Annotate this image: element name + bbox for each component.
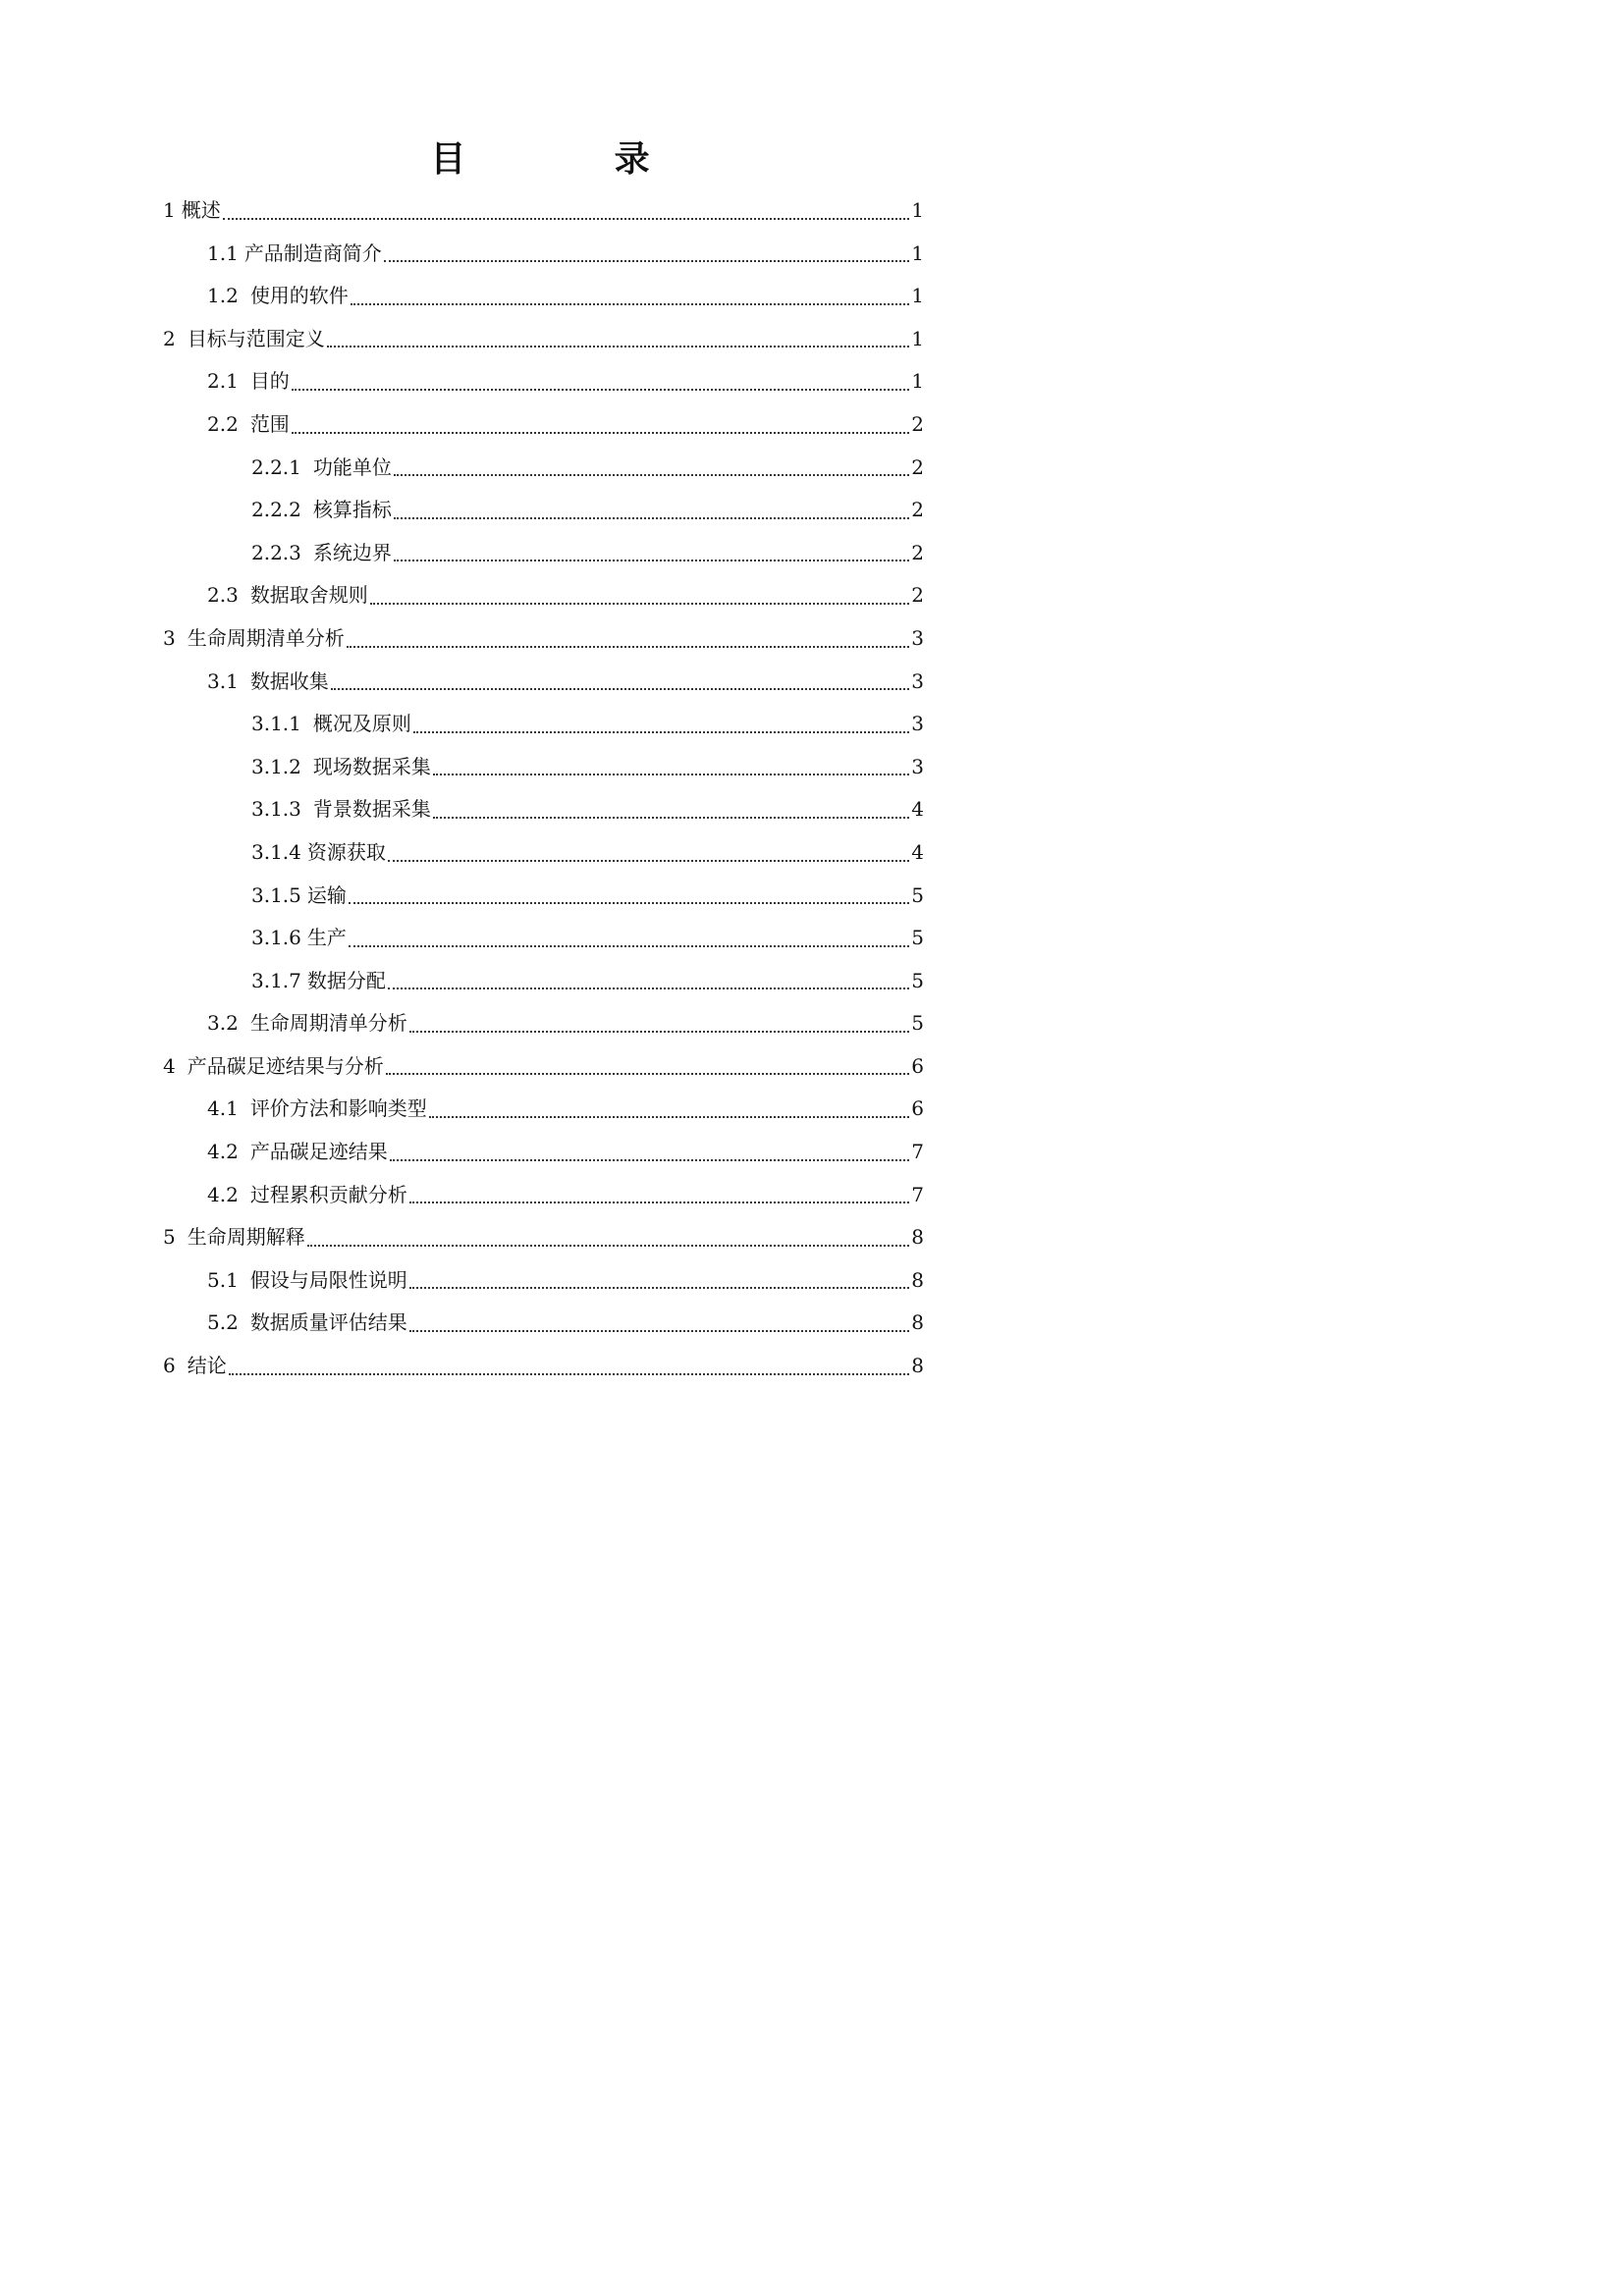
toc-entry-page-number: 7 bbox=[911, 1182, 924, 1206]
toc-entry-label: 过程累积贡献分析 bbox=[249, 1182, 407, 1206]
toc-entry-label: 结论 bbox=[187, 1354, 227, 1378]
toc-entry[interactable] bbox=[163, 189, 924, 233]
toc-dot-leader bbox=[384, 259, 909, 262]
toc-entry-page-number: 6 bbox=[911, 1053, 924, 1078]
toc-list bbox=[163, 189, 924, 1388]
toc-entry-page-number: 5 bbox=[911, 1011, 924, 1036]
toc-entry-number: 3.2 bbox=[207, 1011, 239, 1036]
toc-entry[interactable] bbox=[163, 831, 924, 875]
toc-entry-number: 4.2 bbox=[207, 1182, 239, 1206]
toc-entry-number: 3.1.2 bbox=[251, 754, 301, 778]
toc-dot-leader bbox=[292, 431, 909, 434]
toc-entry-number: 3.1 bbox=[207, 668, 239, 693]
toc-entry-page-number: 3 bbox=[911, 712, 924, 736]
toc-entry-page-number: 5 bbox=[911, 926, 924, 950]
toc-entry-page-number: 4 bbox=[911, 839, 924, 864]
toc-dot-leader bbox=[388, 859, 909, 862]
toc-entry[interactable] bbox=[163, 1088, 924, 1131]
toc-dot-leader bbox=[223, 217, 910, 220]
toc-dot-leader bbox=[394, 559, 909, 561]
toc-entry-page-number: 5 bbox=[911, 882, 924, 907]
toc-entry-page-number: 8 bbox=[911, 1225, 924, 1250]
toc-entry[interactable] bbox=[163, 1345, 924, 1388]
toc-entry-label: 现场数据采集 bbox=[312, 754, 431, 778]
toc-entry-label: 目的 bbox=[249, 369, 290, 394]
toc-entry-label: 数据质量评估结果 bbox=[249, 1310, 407, 1335]
toc-entry-number: 3 bbox=[163, 625, 176, 650]
toc-entry[interactable] bbox=[163, 1259, 924, 1303]
toc-page bbox=[0, 0, 1080, 1527]
toc-entry-number: 3.1.3 bbox=[251, 797, 301, 822]
toc-entry-label: 生命周期清单分析 bbox=[249, 1011, 407, 1036]
toc-dot-leader bbox=[292, 388, 909, 391]
toc-entry[interactable] bbox=[163, 661, 924, 704]
toc-entry-page-number: 1 bbox=[911, 284, 924, 308]
toc-entry-label: 评价方法和影响类型 bbox=[249, 1096, 427, 1121]
toc-entry-page-number: 3 bbox=[911, 668, 924, 693]
toc-dot-leader bbox=[394, 473, 909, 476]
toc-dot-leader bbox=[349, 901, 909, 904]
toc-entry-number: 1.2 bbox=[207, 284, 239, 308]
toc-dot-leader bbox=[429, 1115, 909, 1118]
toc-dot-leader bbox=[394, 516, 909, 519]
toc-entry-number: 2.2.1 bbox=[251, 454, 301, 479]
toc-entry-number: 6 bbox=[163, 1354, 176, 1378]
toc-dot-leader bbox=[409, 1201, 909, 1203]
toc-title: 目 录 bbox=[430, 138, 707, 180]
toc-entry-page-number: 2 bbox=[911, 411, 924, 436]
toc-entry-number: 2.2.2 bbox=[251, 498, 301, 522]
toc-entry-label: 功能单位 bbox=[312, 454, 392, 479]
toc-entry-page-number: 7 bbox=[911, 1140, 924, 1164]
toc-entry[interactable] bbox=[163, 275, 924, 318]
toc-entry-page-number: 3 bbox=[911, 754, 924, 778]
toc-entry[interactable] bbox=[163, 360, 924, 403]
toc-entry-number: 2.3 bbox=[207, 583, 239, 608]
toc-entry-label: 数据分配 bbox=[306, 968, 386, 992]
toc-entry-label: 生产 bbox=[306, 926, 347, 950]
toc-entry[interactable] bbox=[163, 703, 924, 746]
toc-entry-page-number: 8 bbox=[911, 1310, 924, 1335]
toc-entry[interactable] bbox=[163, 574, 924, 617]
toc-dot-leader bbox=[390, 1158, 909, 1161]
toc-entry-page-number: 4 bbox=[911, 797, 924, 822]
toc-entry-label: 生命周期清单分析 bbox=[187, 625, 345, 650]
toc-entry-label: 使用的软件 bbox=[249, 284, 349, 308]
toc-entry[interactable] bbox=[163, 746, 924, 789]
toc-entry-label: 假设与局限性说明 bbox=[249, 1267, 407, 1292]
toc-entry[interactable] bbox=[163, 960, 924, 1003]
toc-entry[interactable] bbox=[163, 1302, 924, 1345]
toc-entry[interactable] bbox=[163, 617, 924, 661]
toc-entry-page-number: 6 bbox=[911, 1096, 924, 1121]
toc-dot-leader bbox=[347, 645, 910, 648]
toc-entry-number: 3.1.5 bbox=[251, 882, 301, 907]
toc-entry-label: 核算指标 bbox=[312, 498, 392, 522]
toc-entry[interactable] bbox=[163, 1002, 924, 1045]
toc-entry-page-number: 2 bbox=[911, 498, 924, 522]
toc-entry-number: 5.1 bbox=[207, 1267, 239, 1292]
toc-entry-number: 3.1.4 bbox=[251, 839, 301, 864]
toc-entry-page-number: 1 bbox=[911, 240, 924, 265]
toc-entry[interactable] bbox=[163, 875, 924, 918]
toc-entry[interactable] bbox=[163, 788, 924, 831]
toc-dot-leader bbox=[351, 302, 909, 305]
toc-entry-page-number: 1 bbox=[911, 198, 924, 222]
toc-entry-label: 资源获取 bbox=[306, 839, 386, 864]
toc-dot-leader bbox=[229, 1372, 910, 1375]
toc-entry-number: 5.2 bbox=[207, 1310, 239, 1335]
toc-entry-page-number: 1 bbox=[911, 369, 924, 394]
toc-entry-label: 范围 bbox=[249, 411, 290, 436]
toc-dot-leader bbox=[433, 773, 909, 775]
toc-entry-page-number: 5 bbox=[911, 968, 924, 992]
toc-entry-page-number: 3 bbox=[911, 625, 924, 650]
toc-entry-number: 4.1 bbox=[207, 1096, 239, 1121]
toc-dot-leader bbox=[386, 1072, 910, 1075]
toc-entry-number: 3.1.6 bbox=[251, 926, 301, 950]
toc-entry-label: 生命周期解释 bbox=[187, 1225, 305, 1250]
toc-entry-number: 1.1 bbox=[207, 240, 239, 265]
toc-dot-leader bbox=[409, 1030, 909, 1033]
toc-entry-number: 4.2 bbox=[207, 1140, 239, 1164]
toc-entry[interactable] bbox=[163, 489, 924, 532]
toc-dot-leader bbox=[413, 730, 909, 733]
toc-entry[interactable] bbox=[163, 403, 924, 447]
toc-entry-number: 2.2.3 bbox=[251, 540, 301, 564]
toc-entry-label: 背景数据采集 bbox=[312, 797, 431, 822]
toc-entry[interactable] bbox=[163, 1131, 924, 1174]
toc-entry-page-number: 8 bbox=[911, 1354, 924, 1378]
toc-entry-page-number: 8 bbox=[911, 1267, 924, 1292]
toc-entry-label: 数据收集 bbox=[249, 668, 329, 693]
toc-dot-leader bbox=[409, 1286, 909, 1289]
toc-entry-label: 运输 bbox=[306, 882, 347, 907]
toc-entry-label: 概况及原则 bbox=[312, 712, 411, 736]
toc-entry-page-number: 1 bbox=[911, 326, 924, 350]
toc-dot-leader bbox=[433, 816, 909, 819]
toc-entry-number: 3.1.1 bbox=[251, 712, 301, 736]
toc-entry-page-number: 2 bbox=[911, 583, 924, 608]
toc-entry-label: 产品碳足迹结果与分析 bbox=[187, 1053, 384, 1078]
toc-entry-label: 系统边界 bbox=[312, 540, 392, 564]
toc-entry-page-number: 2 bbox=[911, 540, 924, 564]
toc-entry[interactable] bbox=[163, 1174, 924, 1217]
toc-entry[interactable] bbox=[163, 532, 924, 575]
toc-entry[interactable] bbox=[163, 1045, 924, 1089]
toc-entry-label: 数据取舍规则 bbox=[249, 583, 368, 608]
toc-dot-leader bbox=[349, 944, 909, 947]
toc-entry-label: 产品制造商简介 bbox=[243, 240, 382, 265]
toc-entry-label: 概述 bbox=[181, 198, 221, 222]
toc-entry-number: 2.1 bbox=[207, 369, 239, 394]
toc-entry[interactable] bbox=[163, 233, 924, 276]
toc-entry[interactable] bbox=[163, 318, 924, 361]
toc-dot-leader bbox=[327, 345, 910, 347]
toc-entry[interactable] bbox=[163, 917, 924, 960]
toc-entry-label: 目标与范围定义 bbox=[187, 326, 325, 350]
toc-entry-number: 2 bbox=[163, 326, 176, 350]
toc-entry[interactable] bbox=[163, 1216, 924, 1259]
toc-dot-leader bbox=[370, 602, 909, 605]
toc-dot-leader bbox=[331, 687, 909, 690]
toc-entry-number: 1 bbox=[163, 198, 176, 222]
toc-dot-leader bbox=[307, 1244, 910, 1247]
toc-entry-label: 产品碳足迹结果 bbox=[249, 1140, 388, 1164]
toc-entry-number: 4 bbox=[163, 1053, 176, 1078]
toc-entry-number: 3.1.7 bbox=[251, 968, 301, 992]
toc-entry[interactable] bbox=[163, 447, 924, 490]
toc-entry-number: 2.2 bbox=[207, 411, 239, 436]
toc-dot-leader bbox=[388, 987, 909, 989]
toc-dot-leader bbox=[409, 1329, 909, 1332]
toc-entry-page-number: 2 bbox=[911, 454, 924, 479]
toc-entry-number: 5 bbox=[163, 1225, 176, 1250]
